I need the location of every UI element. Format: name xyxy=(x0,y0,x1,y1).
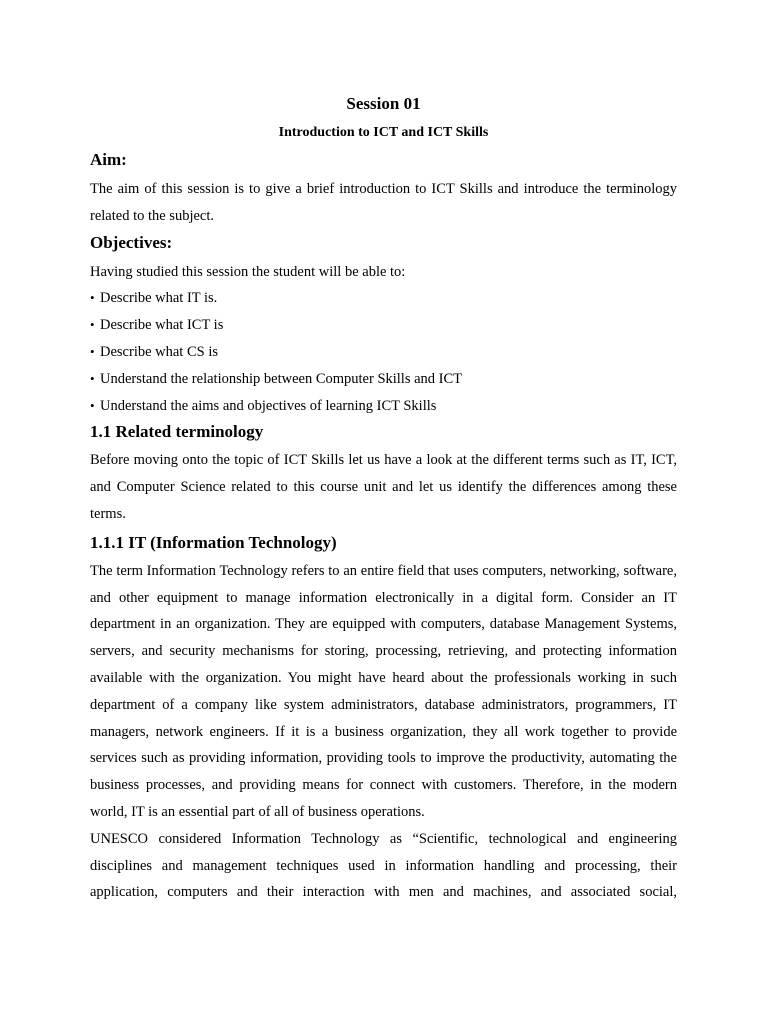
objective-item xyxy=(90,339,677,366)
aim-heading: Aim: xyxy=(90,150,127,169)
objective-text: Understand the relationship between Computer Skills and ICT xyxy=(100,370,463,387)
related-terminology-text: Before moving onto the topic of ICT Skills let us have a look at the different terms such as IT, ICT, and Computer Science related to this course unit and let us identify the differences among these terms. xyxy=(90,452,677,522)
objective-item xyxy=(90,393,677,420)
it-paragraph-1: The term Information Technology refers to an entire field that uses computers, networking, software, and other equipment to manage information electronically in a digital form. Consider an IT department in an organization. They are equipped with computers, database Management Systems, servers, and security mechanisms for storing, processing, retrieving, and protecting information available with the organization. You might have heard about the professionals working in such department of a company like system administrators, database administrators, programmers, IT managers, network engineers. If it is a business organization, they all work together to provide services such as providing information, providing tools to improve the productivity, automating the business processes, and providing means for connect with customers. Therefore, in the modern world, IT is an essential part of all of business operations. xyxy=(90,562,677,820)
objectives-intro: Having studied this session the student will be able to: xyxy=(90,263,406,280)
bullet-icon: • xyxy=(90,290,95,306)
objective-item xyxy=(90,312,677,339)
objective-text: Understand the aims and objectives of learning ICT Skills xyxy=(100,397,437,414)
objectives-list xyxy=(90,285,677,419)
objective-text: Describe what IT is. xyxy=(100,290,218,307)
objective-item xyxy=(90,366,677,393)
session-title: Session 01 xyxy=(346,94,421,113)
objective-item xyxy=(90,285,677,312)
aim-text: The aim of this session is to give a brief introduction to ICT Skills and introduce the terminology related to the subject. xyxy=(90,181,677,224)
bullet-icon: • xyxy=(90,317,95,333)
it-paragraph-2: UNESCO considered Information Technology as “Scientific, technological and engineering disciplines and management techniques used in information handling and processing, their application, computers and their interaction with men and machines, and associated social, xyxy=(90,830,677,901)
document-page xyxy=(90,92,677,906)
bullet-icon: • xyxy=(90,343,95,359)
bullet-icon: • xyxy=(90,370,95,386)
objectives-heading: Objectives: xyxy=(90,232,173,252)
objective-text: Describe what ICT is xyxy=(100,317,224,334)
objective-text: Describe what CS is xyxy=(100,343,218,360)
session-subtitle: Introduction to ICT and ICT Skills xyxy=(278,125,489,140)
section-heading-related-terminology: 1.1 Related terminology xyxy=(90,422,264,442)
section-heading-it: 1.1.1 IT (Information Technology) xyxy=(90,532,337,552)
bullet-icon: • xyxy=(90,397,95,413)
